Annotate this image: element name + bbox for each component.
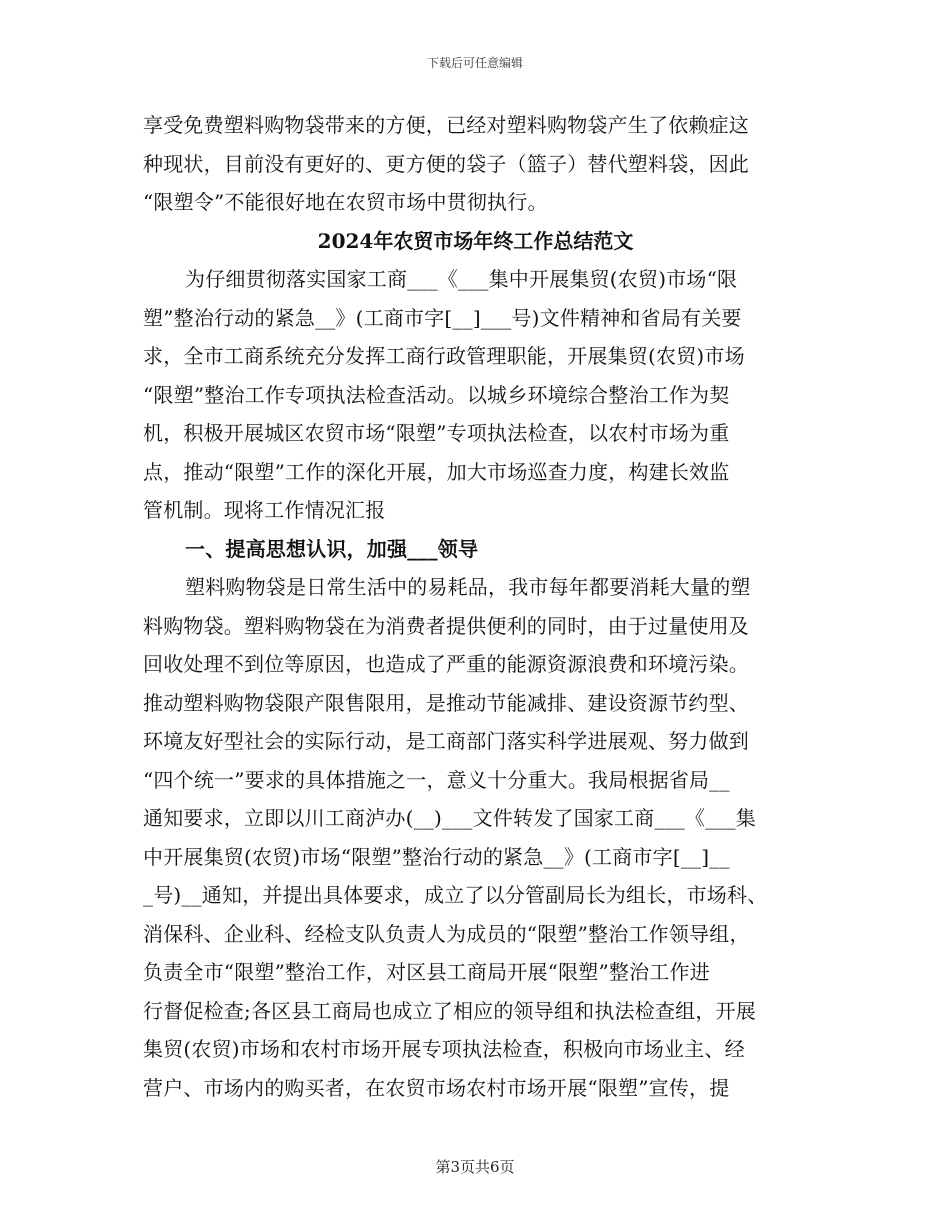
text-line: 推动塑料购物袋限产限售限用，是推动节能减排、建设资源节约型、	[143, 690, 749, 715]
text-line: 集贸(农贸)市场和农村市场开展专项执法检查，积极向市场业主、经	[143, 1037, 745, 1061]
document-body	[143, 106, 808, 1107]
text-line: 消保科、企业科、经检支队负责人为成员的“限塑”整治工作领导组，	[143, 921, 750, 946]
text-line: “四个统一”要求的具体措施之一，意义十分重大。我局根据省局__	[143, 767, 730, 792]
document-title: 2024年农贸市场年终工作总结范文	[317, 228, 634, 253]
text-line: 为仔细贯彻落实国家工商___《___集中开展集贸(农贸)市场“限	[185, 267, 738, 291]
text-line: 料购物袋。塑料购物袋在为消费者提供便利的同时，由于过量使用及	[143, 613, 749, 638]
text-line: 中开展集贸(农贸)市场“限塑”整治行动的紧急__》(工商市字[__]__	[143, 844, 730, 869]
text-line: 行督促检查;各区县工商局也成立了相应的领导组和执法检查组，开展	[143, 998, 756, 1023]
paragraph-continuation	[143, 106, 808, 222]
page-number: 第3页共6页	[435, 1158, 515, 1176]
text-line: 管机制。现将工作情况汇报	[143, 498, 386, 522]
text-line: 通知要求，立即以川工商泸办(__)___文件转发了国家工商___《___集	[143, 806, 757, 830]
section-heading: 一、提高思想认识，加强___领导	[185, 536, 479, 561]
text-line: 机，积极开展城区农贸市场“限塑”专项执法检查，以农村市场为重	[143, 421, 730, 445]
text-line: 负责全市“限塑”整治工作，对区县工商局开展“限塑”整治工作进	[143, 960, 710, 984]
text-line: 求，全市工商系统充分发挥工商行政管理职能，开展集贸(农贸)市场	[143, 344, 745, 368]
text-line: 点，推动“限塑”工作的深化开展，加大市场巡查力度，构建长效监	[143, 459, 730, 484]
text-line: 塑”整治行动的紧急__》(工商市字[__]___号)文件精神和省局有关要	[143, 305, 742, 330]
text-line: 回收处理不到位等原因，也造成了严重的能源资源浪费和环境污染。	[143, 652, 749, 676]
text-line: 种现状，目前没有更好的、更方便的袋子（篮子）替代塑料袋，因此	[143, 151, 749, 176]
text-line: “限塑令”不能很好地在农贸市场中贯彻执行。	[143, 190, 548, 214]
page-header: 下载后可任意编辑	[426, 56, 523, 70]
text-line: 环境友好型社会的实际行动，是工商部门落实科学进展观、努力做到	[143, 729, 749, 753]
text-line: 享受免费塑料购物袋带来的方便，已经对塑料购物袋产生了依赖症这	[143, 113, 749, 137]
paragraph-section-1	[143, 568, 808, 1107]
text-line: 塑料购物袋是日常生活中的易耗品，我市每年都要消耗大量的塑	[185, 575, 751, 599]
text-line: _号)__通知，并提出具体要求，成立了以分管副局长为组长，市场科、	[143, 883, 768, 907]
text-line: 营户、市场内的购买者，在农贸市场农村市场开展“限塑”宣传，提	[143, 1075, 730, 1100]
text-line: “限塑”整治工作专项执法检查活动。以城乡环境综合整治工作为契	[143, 382, 730, 407]
paragraph-intro	[143, 260, 808, 530]
